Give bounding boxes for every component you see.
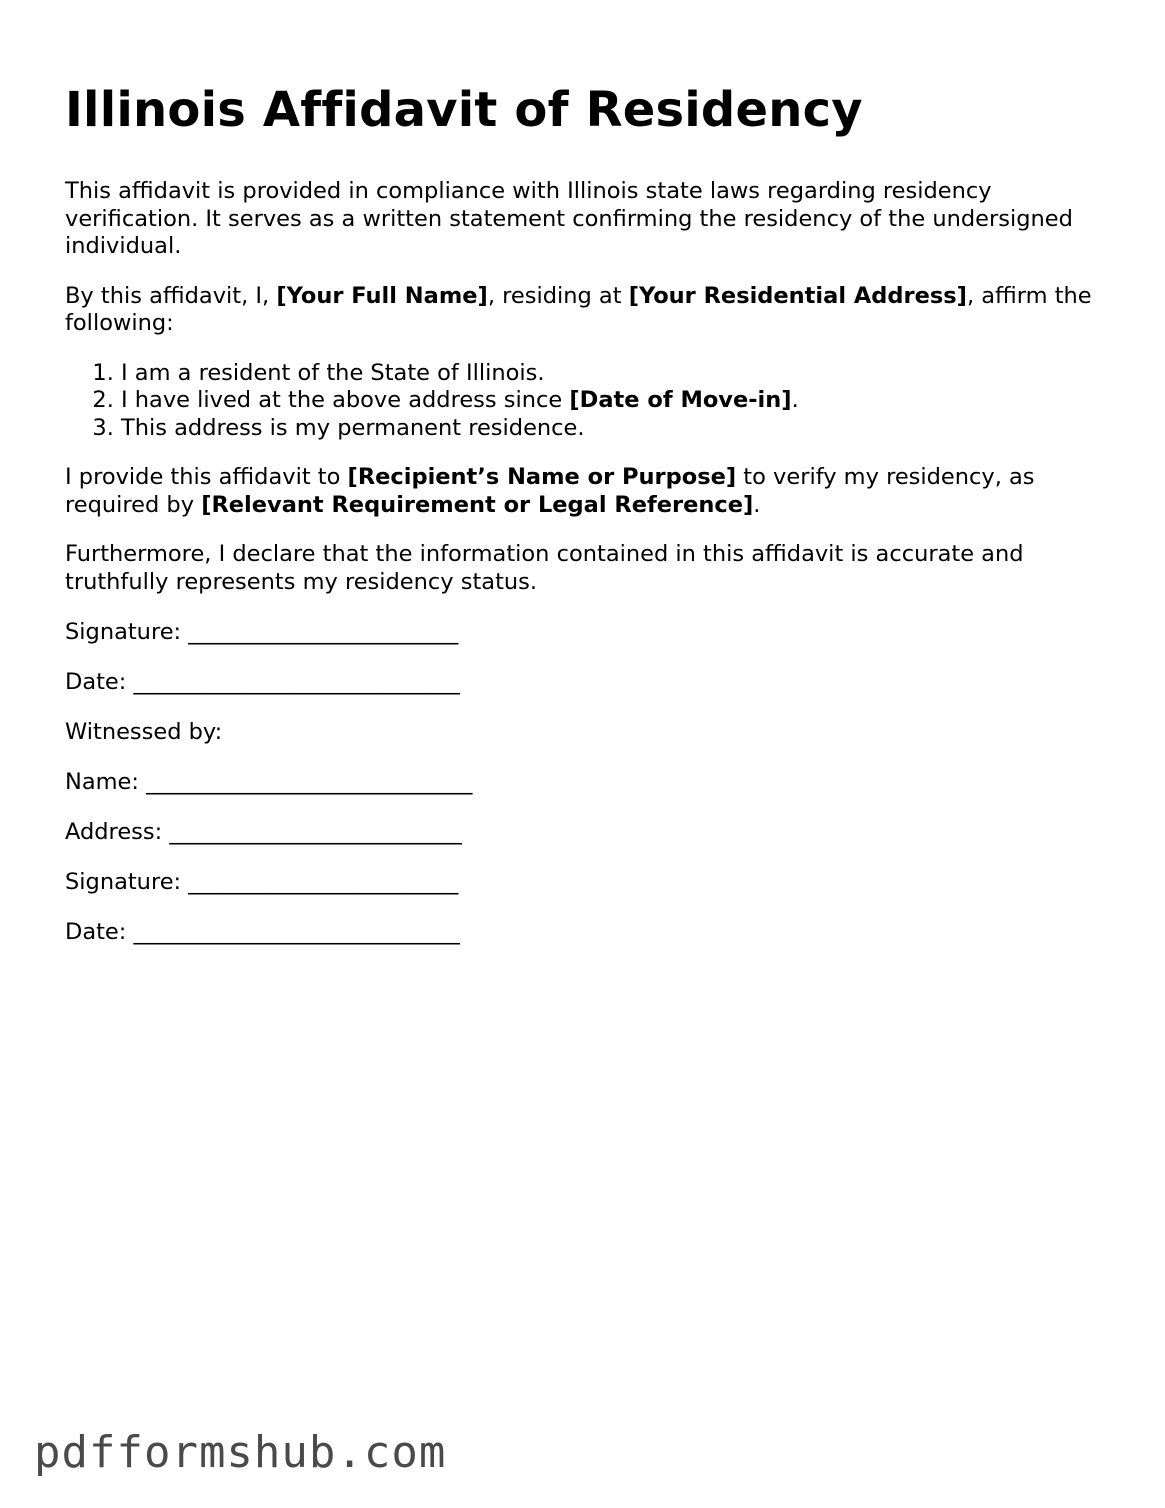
provide-text-pre: I provide this affidavit to bbox=[65, 464, 348, 490]
affirmation-list bbox=[65, 360, 1115, 443]
witness-signature-line: Signature: ________________________ bbox=[65, 869, 459, 895]
legal-reference-placeholder: [Relevant Requirement or Legal Reference] bbox=[201, 491, 754, 518]
recipient-placeholder: [Recipient’s Name or Purpose] bbox=[347, 464, 737, 490]
witness-name-line: Name: _____________________________ bbox=[65, 769, 473, 795]
affirmation-paragraph bbox=[65, 283, 1115, 338]
list-item-text-pre: I have lived at the above address since bbox=[121, 387, 570, 413]
provide-text-mid: to verify my residency, as required by bbox=[65, 464, 1035, 518]
witness-date-line: Date: _____________________________ bbox=[65, 919, 460, 945]
date-line: Date: _____________________________ bbox=[65, 669, 460, 695]
residential-address-placeholder: [Your Residential Address] bbox=[628, 282, 967, 309]
full-name-placeholder: [Your Full Name] bbox=[276, 282, 488, 309]
signature-line: Signature: ________________________ bbox=[65, 619, 459, 645]
provide-paragraph bbox=[65, 464, 1115, 519]
list-item bbox=[121, 387, 1115, 415]
witnessed-by-label: Witnessed by: bbox=[65, 719, 223, 745]
witness-address-line: Address: __________________________ bbox=[65, 819, 462, 845]
list-item: 3. This address is my permanent residence. bbox=[121, 415, 1115, 443]
affirm-text-post: , affirm the following: bbox=[65, 282, 1092, 336]
affidavit-document bbox=[65, 78, 1115, 968]
intro-paragraph: This affidavit is provided in compliance with Illinois state laws regarding residency verification. It serves as a written statement confirming the residency of the undersigned individual. bbox=[65, 178, 1073, 259]
affirm-text-mid: , residing at bbox=[487, 282, 629, 309]
provide-text-post: . bbox=[753, 491, 761, 518]
list-item-text-post: . bbox=[791, 387, 799, 413]
list-item: 1. I am a resident of the State of Illinois. bbox=[121, 360, 1115, 388]
document-title: Illinois Affidavit of Residency bbox=[65, 82, 863, 138]
affirm-text-pre: By this affidavit, I, bbox=[65, 282, 277, 309]
declaration-paragraph: Furthermore, I declare that the information contained in this affidavit is accurate and truthfully represents my residency status. bbox=[65, 541, 1024, 595]
move-in-date-placeholder: [Date of Move-in] bbox=[569, 387, 792, 413]
watermark: pdfformshub.com bbox=[34, 1427, 447, 1478]
